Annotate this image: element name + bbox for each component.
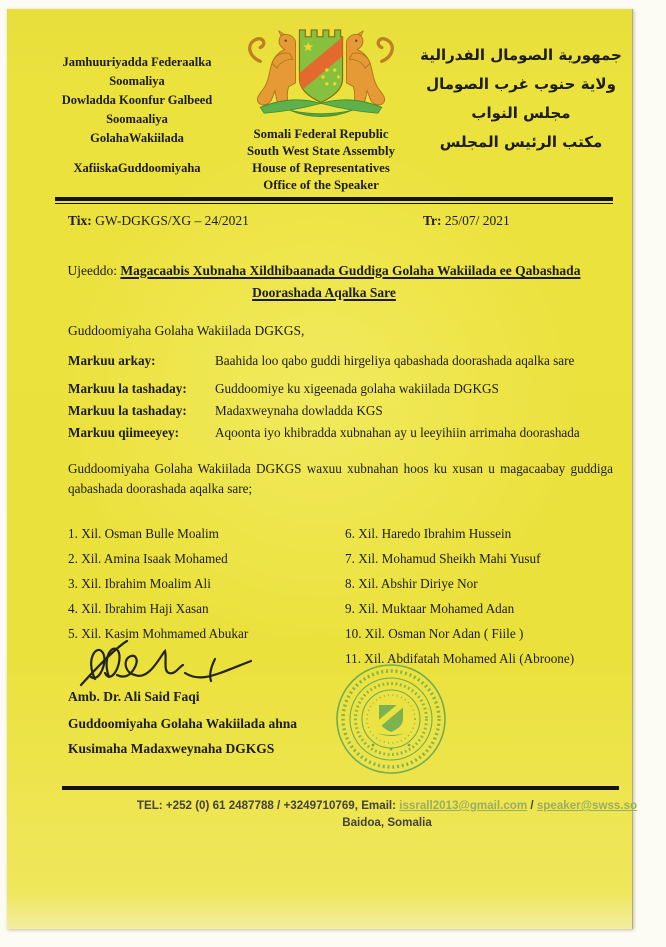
consideration-label: Markuu arkay: [68, 353, 156, 368]
signer-title-line1: Guddoomiyaha Golaha Wakiilada ahna [68, 716, 297, 731]
coat-of-arms-icon [235, 26, 407, 124]
list-item: 4. Xil. Ibrahim Haji Xasan [68, 601, 209, 616]
signature-icon [65, 635, 255, 695]
tel-label: TEL: [136, 799, 166, 812]
body-paragraph: Guddoomiyaha Golaha Wakiilada DGKGS waxuu xubnahan hoos ku xusan u magacaabay guddiga qabashada doorashada aqalka sare; [68, 461, 613, 496]
header-arabic-line: مكتب الرئيس المجلس [439, 133, 603, 151]
header-somali-line: Jamhuuriyadda Federaalka [62, 55, 212, 69]
reference-date [423, 213, 510, 229]
signer-name: Amb. Dr. Ali Said Faqi [68, 689, 200, 704]
consideration-row [68, 353, 620, 369]
members-column-right [345, 521, 620, 671]
footer-location: Baidoa, Somalia [342, 816, 432, 829]
subject-label: Ujeeddo: [67, 263, 121, 278]
header-arabic-line: مجلس النواب [471, 104, 571, 122]
consideration-label: Markuu la tashaday: [68, 403, 187, 418]
reference-number [68, 213, 249, 229]
list-item: 3. Xil. Ibrahim Moalim Ali [68, 576, 211, 591]
date-label: Tr: [423, 213, 442, 228]
consideration-text: Aqoonta iyo khibradda xubnahan ay u leeyihiin arrimaha doorashada [215, 425, 580, 440]
header-somali-line: Soomaaliya [106, 112, 168, 126]
header-english-block [219, 126, 423, 194]
banner-icon [290, 110, 353, 116]
header-arabic-line: ولاية حنوب غرب الصومال [426, 75, 616, 93]
list-item: 11. Xil. Abdifatah Mohamed Ali (Abroone) [345, 651, 575, 666]
consideration-label: Markuu la tashaday: [68, 381, 187, 396]
salutation: Guddoomiyaha Golaha Wakiilada DGKGS, [68, 323, 305, 338]
header-english-line: South West State Assembly [246, 144, 395, 158]
footer-contact-line [125, 797, 649, 814]
consideration-row [68, 425, 620, 441]
header-english-line: House of Representatives [252, 161, 390, 175]
subject-block [59, 260, 589, 304]
email-link-primary: issrall2013@gmail.com [399, 799, 528, 812]
subject-line2: Doorashada Aqalka Sare [252, 285, 396, 300]
leopard-right-icon [346, 31, 392, 105]
list-item: 2. Xil. Amina Isaak Mohamed [68, 551, 228, 566]
date-value: 25/07/ 2021 [441, 213, 510, 228]
list-item: 5. Xil. Kasim Mohmamed Abukar [68, 626, 249, 641]
list-item: 9. Xil. Muktaar Mohamed Adan [345, 601, 515, 616]
footer-divider-rule [62, 786, 619, 790]
list-item: 7. Xil. Mohamud Sheikh Mahi Yusuf [345, 551, 541, 566]
letter-page [7, 9, 638, 929]
reference-value: GW-DGKGS/XG – 24/2021 [91, 213, 249, 228]
header-somali-line: Soomaliya [109, 74, 165, 88]
list-item: 6. Xil. Haredo Ibrahim Hussein [345, 526, 512, 541]
email-link-secondary: speaker@swss.so [536, 799, 638, 812]
consideration-text: Baahida loo qabo guddi hirgeliya qabashada doorashada aqalka sare [215, 353, 575, 368]
email-separator: / [527, 799, 537, 812]
consideration-label: Markuu qiimeeyey: [68, 425, 179, 440]
consideration-row [68, 403, 620, 419]
header-arabic-line: جمهورية الصومال الفدرالية [420, 46, 622, 64]
header-office-line: XafiiskaGuddoomiyaha [73, 161, 201, 175]
list-item: 8. Xil. Abshir Diriye Nor [345, 576, 478, 591]
header-english-line: Office of the Speaker [263, 178, 379, 192]
consideration-text: Madaxweynaha dowladda KGS [215, 403, 383, 418]
header-somali-line: GolahaWakiilada [90, 131, 184, 145]
header-divider-rule [55, 197, 613, 204]
consideration-row [68, 381, 620, 397]
consideration-text: Guddoomiye ku xigeenada golaha wakiilada DGKGS [215, 381, 499, 396]
list-item: 1. Xil. Osman Bulle Moalim [68, 526, 219, 541]
header-somali-line: Dowladda Koonfur Galbeed [61, 93, 213, 107]
signer-title-line2: Kusimaha Madaxweynaha DGKGS [68, 741, 275, 756]
header-english-line: Somali Federal Republic [253, 127, 389, 141]
tel-value: +252 (0) 61 2487788 / +3249710769, [165, 799, 362, 812]
header-somali-block [35, 53, 239, 178]
subject-line1: Magacaabis Xubnaha Xildhibaanada Guddiga Golaha Wakiilada ee Qabashada [120, 263, 581, 278]
email-label: Email: [361, 799, 400, 812]
list-item: 10. Xil. Osman Nor Adan ( Fiile ) [345, 626, 524, 641]
footer-contact-block [125, 797, 649, 831]
official-stamp-icon [333, 661, 449, 777]
header-arabic-block [415, 41, 627, 157]
considerations-block [68, 353, 620, 447]
reference-label: Tix: [68, 213, 92, 228]
leopard-left-icon [250, 31, 296, 105]
